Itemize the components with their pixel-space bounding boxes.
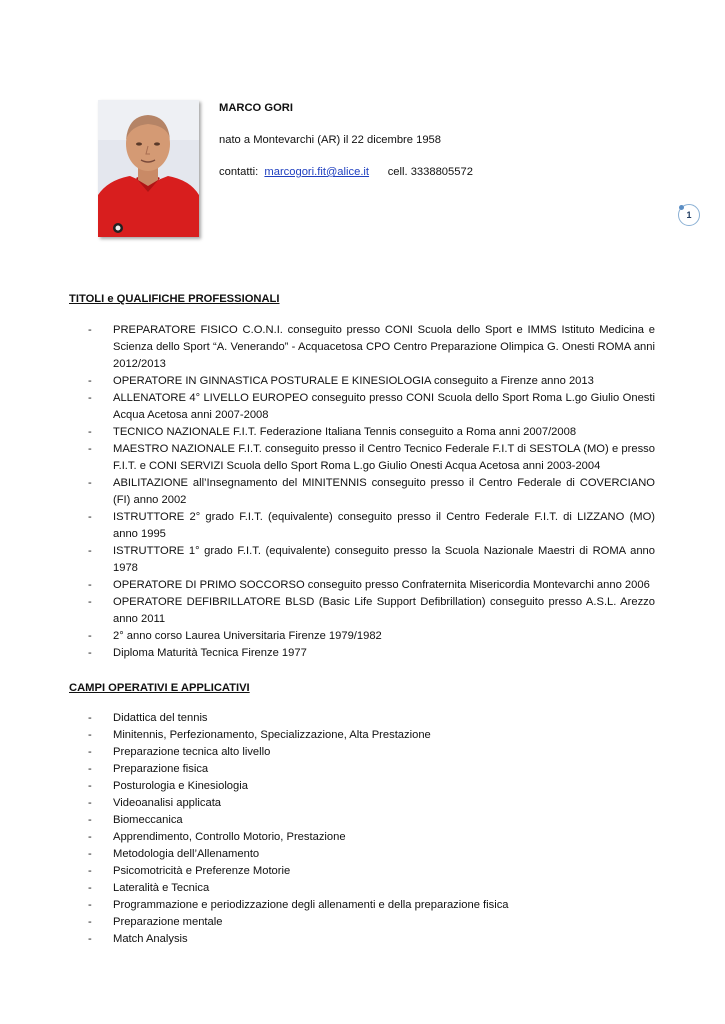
- list-item: - Biomeccanica: [88, 812, 655, 829]
- list-item: - Lateralità e Tecnica: [88, 880, 655, 897]
- list-item: - TECNICO NAZIONALE F.I.T. Federazione Italiana Tennis conseguito a Roma anni 2007/2008: [88, 424, 655, 441]
- profile-photo: [98, 100, 199, 237]
- list-item: - Videoanalisi applicata: [88, 795, 655, 812]
- page-number-badge: [678, 204, 700, 226]
- list-item: - OPERATORE DI PRIMO SOCCORSO conseguito presso Confraternita Misericordia Montevarchi anno 2006: [88, 577, 655, 594]
- phone-number: cell. 3338805572: [387, 166, 473, 178]
- list-item: - OPERATORE DEFIBRILLATORE BLSD (Basic Life Support Defibrillation) conseguito presso A.S.L. Arezzo anno 2011: [88, 594, 655, 628]
- list-item: - ALLENATORE 4° LIVELLO EUROPEO conseguito presso CONI Scuola dello Sport Roma L.go Giulio Onesti Acqua Acetosa anni 2007-2008: [88, 390, 655, 424]
- list-item: - Metodologia dell’Allenamento: [88, 846, 655, 863]
- list-item: - ABILITAZIONE all’Insegnamento del MINITENNIS conseguito presso il Centro Federale di COVERCIANO (FI) anno 2002: [88, 475, 655, 509]
- email-link[interactable]: marcogori.fit@alice.it: [264, 166, 370, 178]
- list-item: - Programmazione e periodizzazione degli allenamenti e della preparazione fisica: [88, 897, 655, 914]
- campi-list: [88, 710, 655, 948]
- list-item: - Match Analysis: [88, 931, 655, 948]
- section-title-campi: CAMPI OPERATIVI E APPLICATIVI: [69, 682, 250, 694]
- contacts-line: [219, 165, 639, 179]
- list-item: - OPERATORE IN GINNASTICA POSTURALE E KINESIOLOGIA conseguito a Firenze anno 2013: [88, 373, 655, 390]
- titoli-list: [88, 322, 655, 662]
- list-item: - ISTRUTTORE 2° grado F.I.T. (equivalente) conseguito presso il Centro Federale F.I.T. di LIZZANO (MO) anno 1995: [88, 509, 655, 543]
- list-item: - Preparazione tecnica alto livello: [88, 744, 655, 761]
- list-item: - ISTRUTTORE 1° grado F.I.T. (equivalente) conseguito presso la Scuola Nazionale Maestri di ROMA anno 1978: [88, 543, 655, 577]
- list-item: - PREPARATORE FISICO C.O.N.I. conseguito presso CONI Scuola dello Sport e IMMS Istituto Medicina e Scienza dello Sport “A. Venerando” - Acquacetosa CPO Centro Preparazione Olimpica G. Onesti ROMA anni 2012/2013: [88, 322, 655, 373]
- list-item: - 2° anno corso Laurea Universitaria Firenze 1979/1982: [88, 628, 655, 645]
- section-title-titoli: TITOLI e QUALIFICHE PROFESSIONALI: [69, 293, 280, 305]
- list-item: - Preparazione fisica: [88, 761, 655, 778]
- page-number: 1: [686, 210, 692, 220]
- header-block: [219, 101, 639, 179]
- list-item: - Didattica del tennis: [88, 710, 655, 727]
- list-item: - Apprendimento, Controllo Motorio, Prestazione: [88, 829, 655, 846]
- list-item: - Posturologia e Kinesiologia: [88, 778, 655, 795]
- list-item: - Minitennis, Perfezionamento, Specializzazione, Alta Prestazione: [88, 727, 655, 744]
- birth-info: nato a Montevarchi (AR) il 22 dicembre 1958: [219, 134, 441, 146]
- badge-dot-icon: [679, 205, 684, 210]
- list-item: - Diploma Maturità Tecnica Firenze 1977: [88, 645, 655, 662]
- list-item: - Psicomotricità e Preferenze Motorie: [88, 863, 655, 880]
- person-name: MARCO GORI: [219, 102, 293, 114]
- contacts-label: contatti:: [219, 166, 265, 178]
- list-item: - MAESTRO NAZIONALE F.I.T. conseguito presso il Centro Tecnico Federale F.I.T di SESTOLA (MO) e presso F.I.T. e CONI SERVIZI Scuola dello Sport Roma L.go Giulio Onesti Acqua Acetosa anni 2003-2004: [88, 441, 655, 475]
- list-item: - Preparazione mentale: [88, 914, 655, 931]
